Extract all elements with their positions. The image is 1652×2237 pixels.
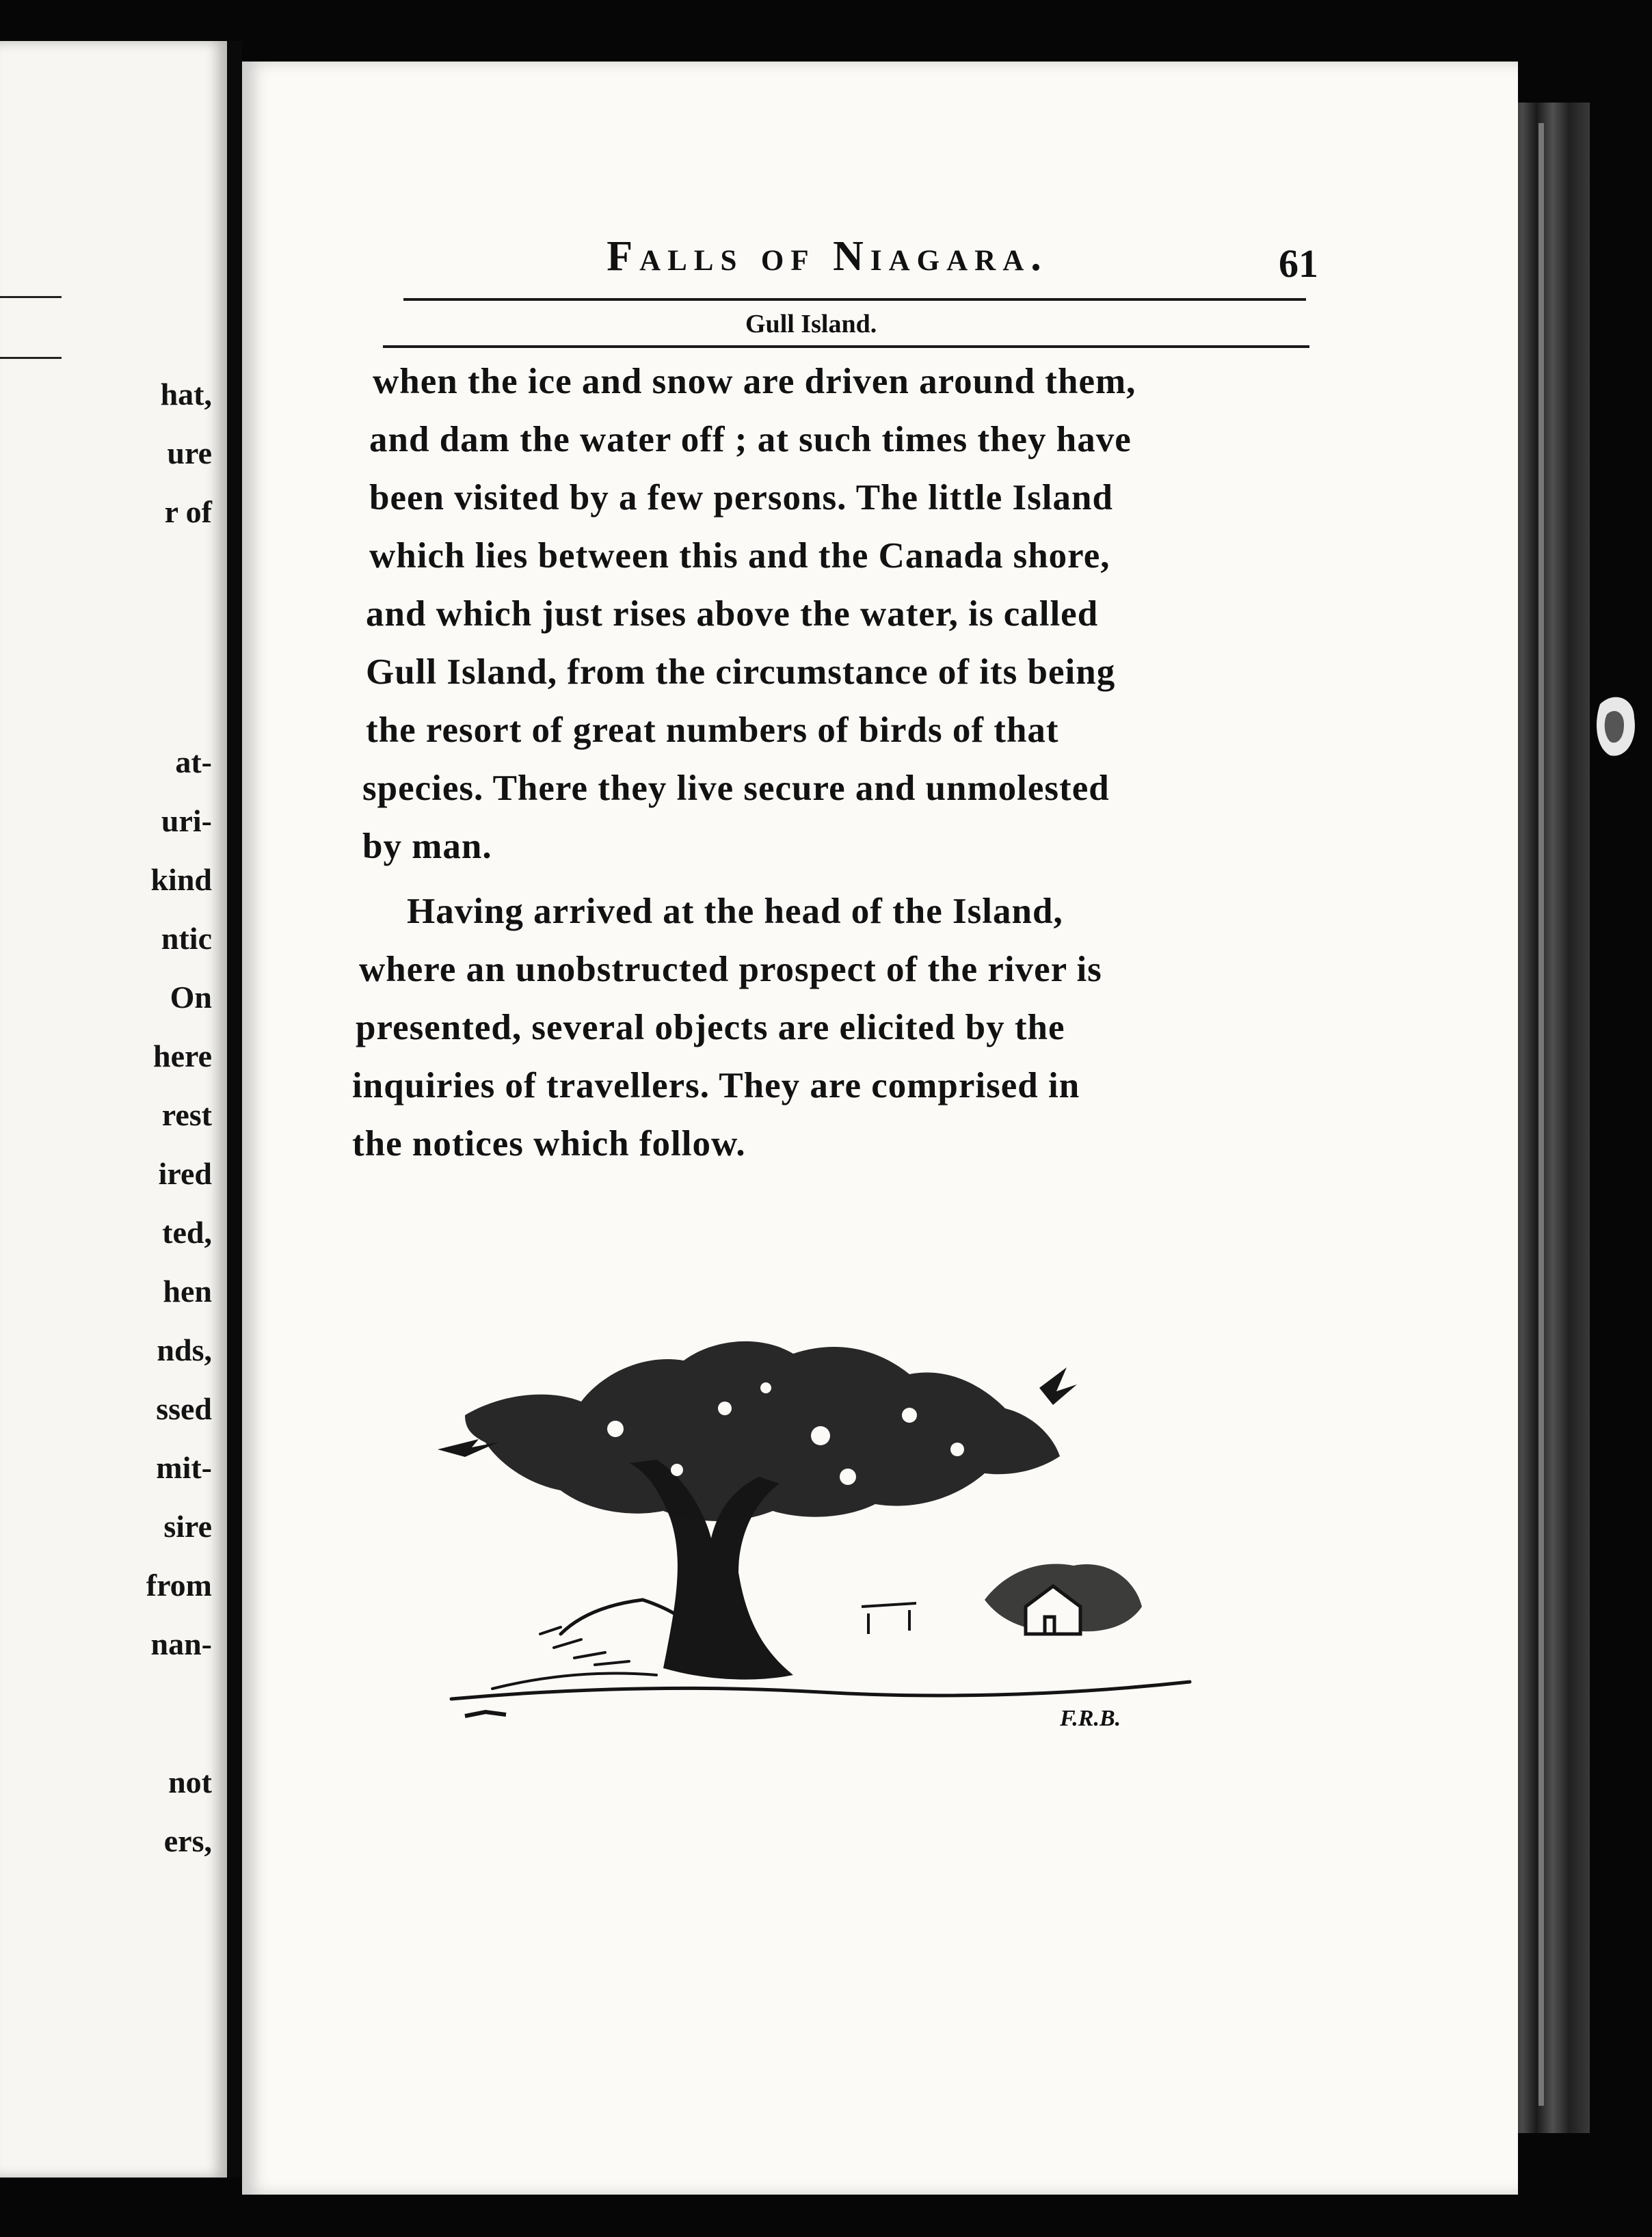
body-line: and which just rises above the water, is called (366, 594, 1099, 634)
previous-page-line: hat, (160, 377, 212, 412)
section-rule (383, 345, 1309, 348)
previous-page-line: from (146, 1568, 212, 1603)
previous-page-section-rule (0, 357, 62, 359)
body-line: which lies between this and the Canada shore, (369, 536, 1110, 576)
page-block-edges (1508, 103, 1590, 2133)
running-title: Falls of Niagara. (607, 233, 1048, 280)
scan-debris-mark (1593, 691, 1641, 766)
previous-page-line: not (168, 1765, 212, 1799)
previous-page-line: ssed (156, 1391, 212, 1426)
tree-woodcut-illustration (438, 1313, 1217, 1737)
previous-page-line: rest (161, 1097, 212, 1132)
body-line: where an unobstructed prospect of the river is (359, 950, 1102, 989)
body-line: been visited by a few persons. The little Island (369, 478, 1113, 518)
previous-page-line: nan- (150, 1626, 212, 1661)
body-line: the notices which follow. (352, 1124, 746, 1164)
previous-page-line: kind (150, 862, 212, 897)
previous-page-line: nds, (157, 1332, 212, 1367)
previous-page-line: ure (167, 436, 212, 470)
body-line: presented, several objects are elicited by the (356, 1008, 1065, 1047)
body-line: Gull Island, from the circumstance of its being (366, 652, 1116, 692)
previous-page-line: hen (163, 1274, 212, 1309)
body-line: inquiries of travellers. They are comprised in (352, 1066, 1080, 1106)
page-edge-highlight (1538, 123, 1544, 2106)
body-line: the resort of great numbers of birds of that (366, 710, 1059, 750)
previous-page-line: at- (175, 745, 212, 779)
previous-page-line: sire (163, 1509, 212, 1544)
previous-page-line: On (170, 980, 212, 1015)
page-number: 61 (1279, 241, 1318, 286)
book-gutter (227, 41, 242, 2178)
previous-page-line: ted, (162, 1215, 212, 1250)
previous-page-line: ers, (163, 1823, 212, 1858)
body-line: and dam the water off ; at such times they have (369, 420, 1132, 459)
header-rule (403, 298, 1306, 301)
body-line: species. There they live secure and unmolested (362, 768, 1110, 808)
section-title: Gull Island. (745, 310, 877, 338)
previous-page-line: r of (164, 494, 212, 529)
previous-page-line: mit- (156, 1450, 212, 1485)
previous-page-header-rule (0, 296, 62, 298)
previous-page-line: ntic (161, 921, 212, 956)
previous-page (0, 41, 227, 2178)
previous-page-line: here (152, 1039, 212, 1073)
body-line: by man. (362, 827, 492, 866)
engraver-monogram: F.R.B. (1060, 1706, 1121, 1731)
previous-page-line: uri- (161, 803, 212, 838)
body-line: when the ice and snow are driven around them, (373, 362, 1136, 401)
previous-page-line: ired (158, 1156, 212, 1191)
body-line: Having arrived at the head of the Island, (407, 892, 1063, 931)
